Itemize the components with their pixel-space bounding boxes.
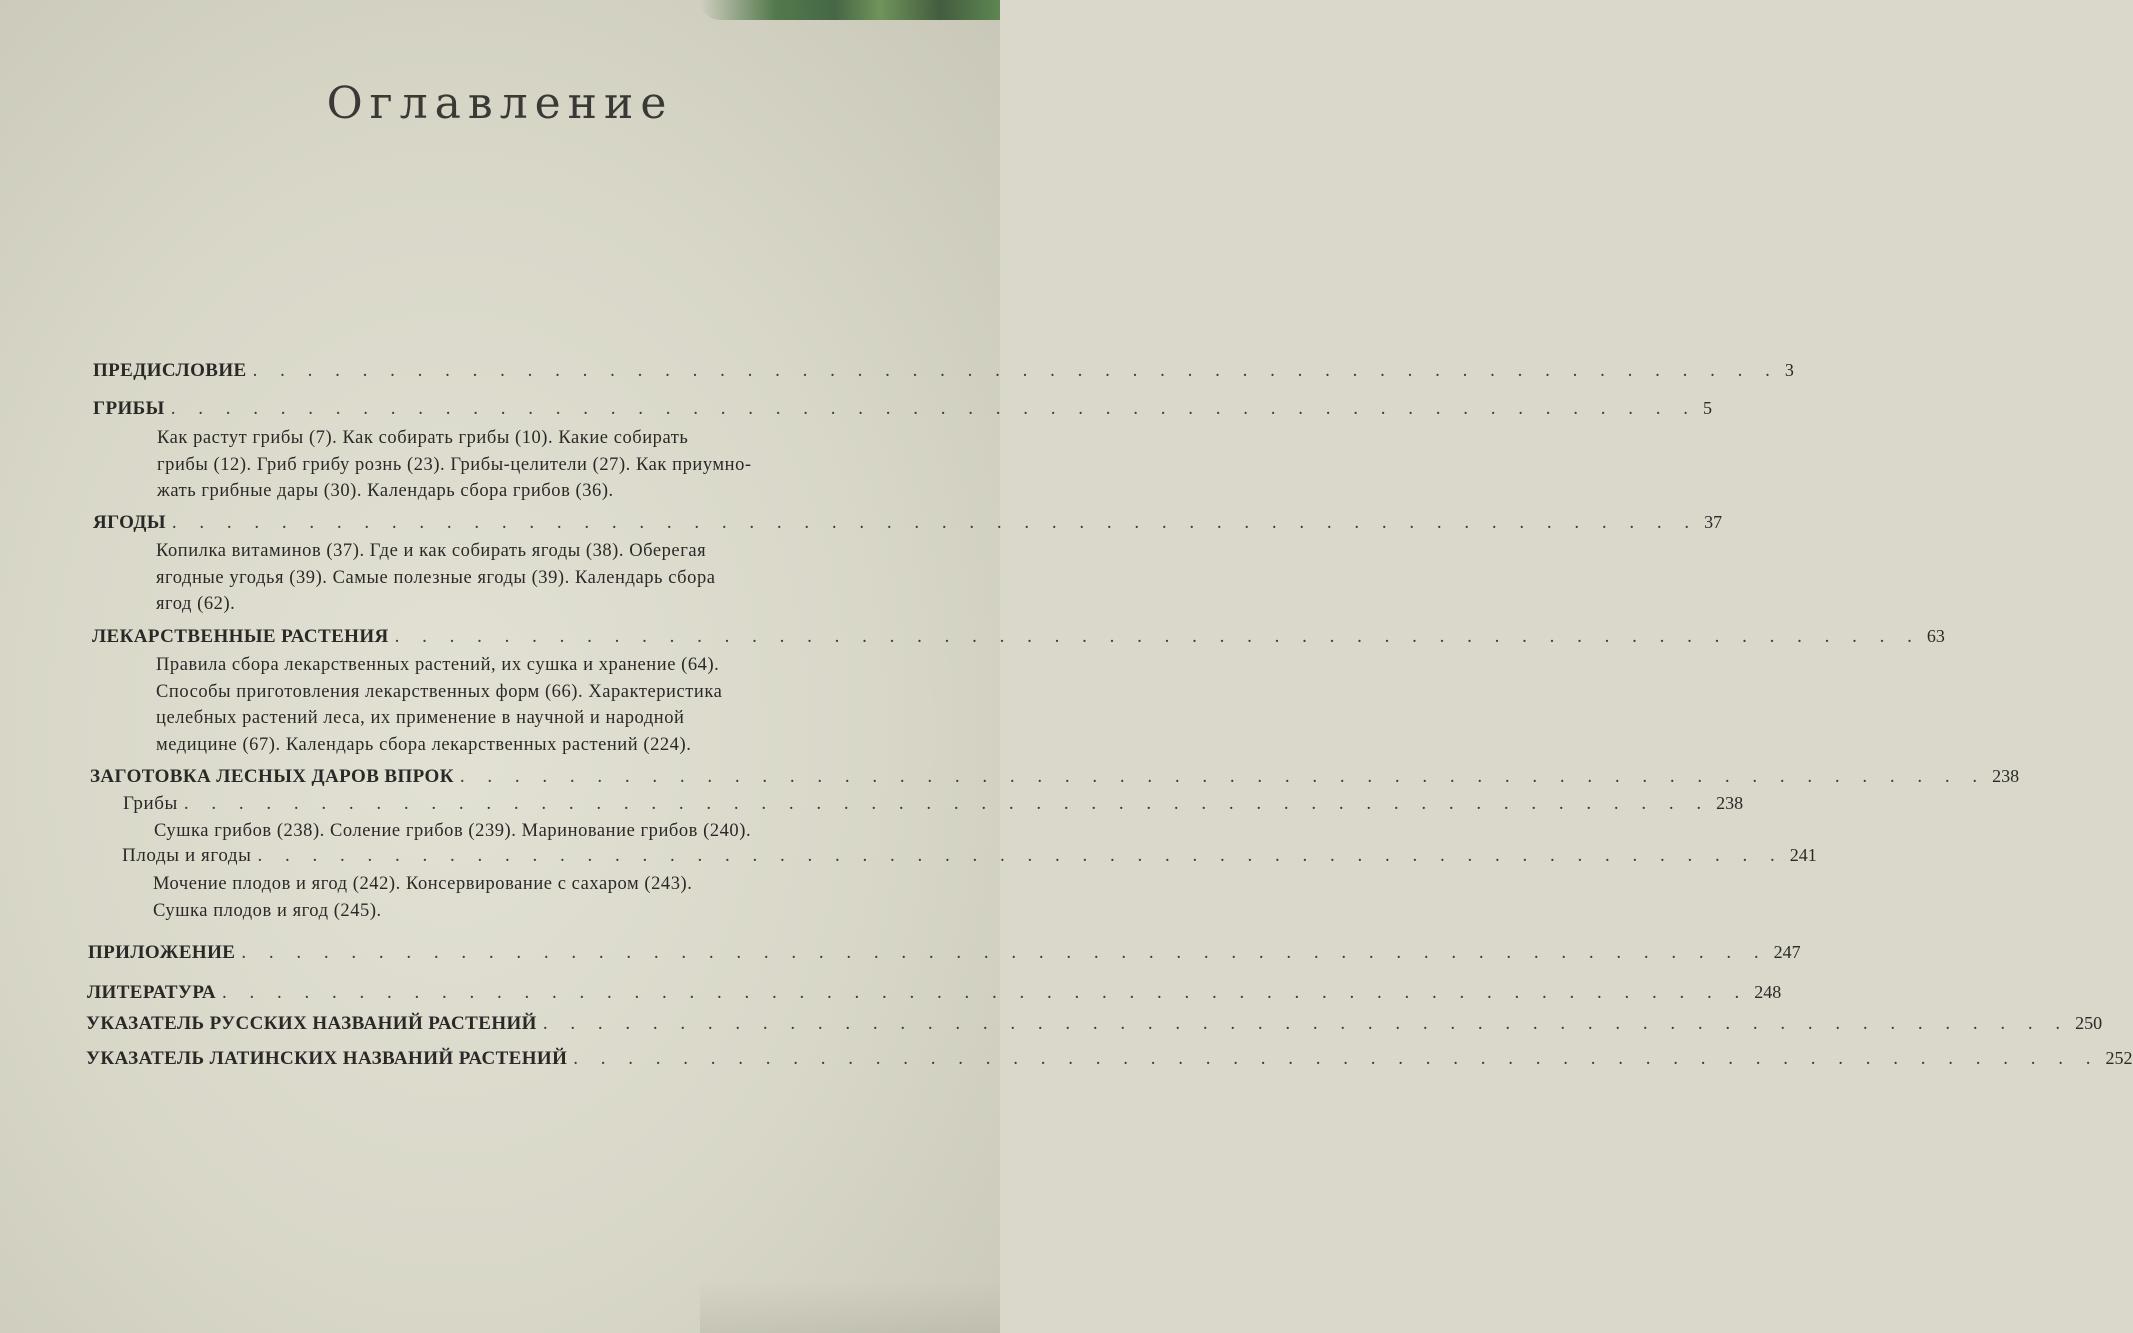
toc-page-number: 37 <box>1704 512 1723 532</box>
toc-leader-dots: . . . . . . . . . . . . . . . . . . . . . . . . . . . . . . . . . . . . . . . . . . . . . . . . . . . . . . . . <box>573 1048 2100 1069</box>
page-shadow <box>700 1280 1000 1333</box>
description-line: Правила сбора лекарственных растений, их сушка и хранение (64). <box>156 655 720 675</box>
toc-leader-dots: . . . . . . . . . . . . . . . . . . . . . . . . . . . . . . . . . . . . . . . . . . . . . . . . . . . . . . . . <box>170 398 1697 419</box>
toc-entry-description <box>156 538 840 618</box>
toc-entry-label: ЯГОДЫ <box>93 512 166 533</box>
description-line: целебных растений леса, их применение в научной и народной <box>156 708 685 728</box>
toc-entry-label: ГРИБЫ <box>93 398 165 419</box>
toc-entry-description <box>154 818 848 845</box>
description-line: Способы приготовления лекарственных форм (66). Характеристика <box>156 681 723 702</box>
description-line: Копилка витаминов (37). Где и как собирать ягоды (38). Оберегая <box>156 541 707 561</box>
toc-entry-medicinal-plants <box>92 626 1945 648</box>
description-line: Сушка плодов и ягод (245). <box>153 900 382 921</box>
toc-entry-label: ПРИЛОЖЕНИЕ <box>88 942 236 963</box>
description-line: Мочение плодов и ягод (242). Консервирование с сахаром (243). <box>153 874 693 894</box>
toc-entry-label: Плоды и ягоды <box>122 845 252 866</box>
toc-entry-mushrooms <box>93 398 1712 420</box>
cover-foliage-edge <box>700 0 1000 20</box>
description-line: жать грибные дары (30). Календарь сбора грибов (36). <box>157 481 614 501</box>
toc-leader-dots: . . . . . . . . . . . . . . . . . . . . . . . . . . . . . . . . . . . . . . . . . . . . . . . . . . . . . . . . <box>394 626 1921 647</box>
toc-subentry-mushrooms <box>123 793 1744 815</box>
toc-leader-dots: . . . . . . . . . . . . . . . . . . . . . . . . . . . . . . . . . . . . . . . . . . . . . . . . . . . . . . . . <box>222 982 1749 1003</box>
description-line: медицине (67). Календарь сбора лекарственных растений (224). <box>156 734 692 755</box>
toc-entry-label: УКАЗАТЕЛЬ РУССКИХ НАЗВАНИЙ РАСТЕНИЙ <box>86 1013 537 1034</box>
toc-entry-russian-index <box>86 1013 2103 1035</box>
toc-page-number: 247 <box>1773 942 1801 962</box>
toc-entry-label: ПРЕДИСЛОВИЕ <box>93 360 247 381</box>
toc-page-number: 248 <box>1754 982 1782 1002</box>
page-title: Оглавление <box>326 78 674 129</box>
toc-leader-dots: . . . . . . . . . . . . . . . . . . . . . . . . . . . . . . . . . . . . . . . . . . . . . . . . . . . . . . . . <box>171 512 1699 533</box>
toc-entry-literature <box>87 982 1782 1004</box>
toc-page-number: 250 <box>2075 1013 2103 1033</box>
toc-leader-dots: . . . . . . . . . . . . . . . . . . . . . . . . . . . . . . . . . . . . . . . . . . . . . . . . . . . . . . . . <box>459 766 1987 787</box>
toc-entry-preserving <box>90 766 2020 788</box>
toc-entry-preface <box>93 360 1794 382</box>
toc-entry-appendix <box>88 942 1801 964</box>
toc-page-number: 5 <box>1702 398 1712 418</box>
toc-entry-label: ЗАГОТОВКА ЛЕСНЫХ ДАРОВ ВПРОК <box>90 766 454 787</box>
toc-page-number: 252 <box>2105 1048 2133 1068</box>
toc-page-number: 238 <box>1992 766 2020 786</box>
toc-entry-description <box>157 425 840 505</box>
toc-entry-berries <box>93 512 1723 534</box>
toc-entry-label: УКАЗАТЕЛЬ ЛАТИНСКИХ НАЗВАНИЙ РАСТЕНИЙ <box>86 1048 568 1069</box>
toc-leader-dots: . . . . . . . . . . . . . . . . . . . . . . . . . . . . . . . . . . . . . . . . . . . . . . . . . . . . . . . . <box>183 793 1711 814</box>
toc-entry-label: ЛИТЕРАТУРА <box>87 982 217 1003</box>
description-line: Сушка грибов (238). Соление грибов (239). Маринование грибов (240). <box>154 821 752 841</box>
description-line: Как растут грибы (7). Как собирать грибы (10). Какие собирать <box>157 428 689 448</box>
toc-entry-description <box>156 652 843 758</box>
toc-page-number: 241 <box>1789 845 1817 865</box>
toc-page-number: 3 <box>1784 360 1794 380</box>
toc-entry-label: Грибы <box>123 793 178 814</box>
toc-leader-dots: . . . . . . . . . . . . . . . . . . . . . . . . . . . . . . . . . . . . . . . . . . . . . . . . . . . . . . . . <box>241 942 1768 963</box>
description-line: ягодные угодья (39). Самые полезные ягоды (39). Календарь сбора <box>156 567 716 588</box>
toc-page-number: 63 <box>1926 626 1945 646</box>
toc-entry-description <box>153 871 849 924</box>
toc-leader-dots: . . . . . . . . . . . . . . . . . . . . . . . . . . . . . . . . . . . . . . . . . . . . . . . . . . . . . . . . <box>542 1013 2070 1034</box>
description-line: грибы (12). Гриб грибу рознь (23). Грибы-целители (27). Как приумно- <box>157 454 752 475</box>
description-line: ягод (62). <box>156 594 236 614</box>
toc-leader-dots: . . . . . . . . . . . . . . . . . . . . . . . . . . . . . . . . . . . . . . . . . . . . . . . . . . . . . . . . <box>252 360 1779 381</box>
toc-leader-dots: . . . . . . . . . . . . . . . . . . . . . . . . . . . . . . . . . . . . . . . . . . . . . . . . . . . . . . . . <box>257 845 1784 866</box>
toc-entry-label: ЛЕКАРСТВЕННЫЕ РАСТЕНИЯ <box>92 626 389 647</box>
toc-subentry-fruits-berries <box>122 845 1817 867</box>
toc-page-number: 238 <box>1716 793 1744 813</box>
toc-entry-latin-index <box>86 1048 2133 1070</box>
